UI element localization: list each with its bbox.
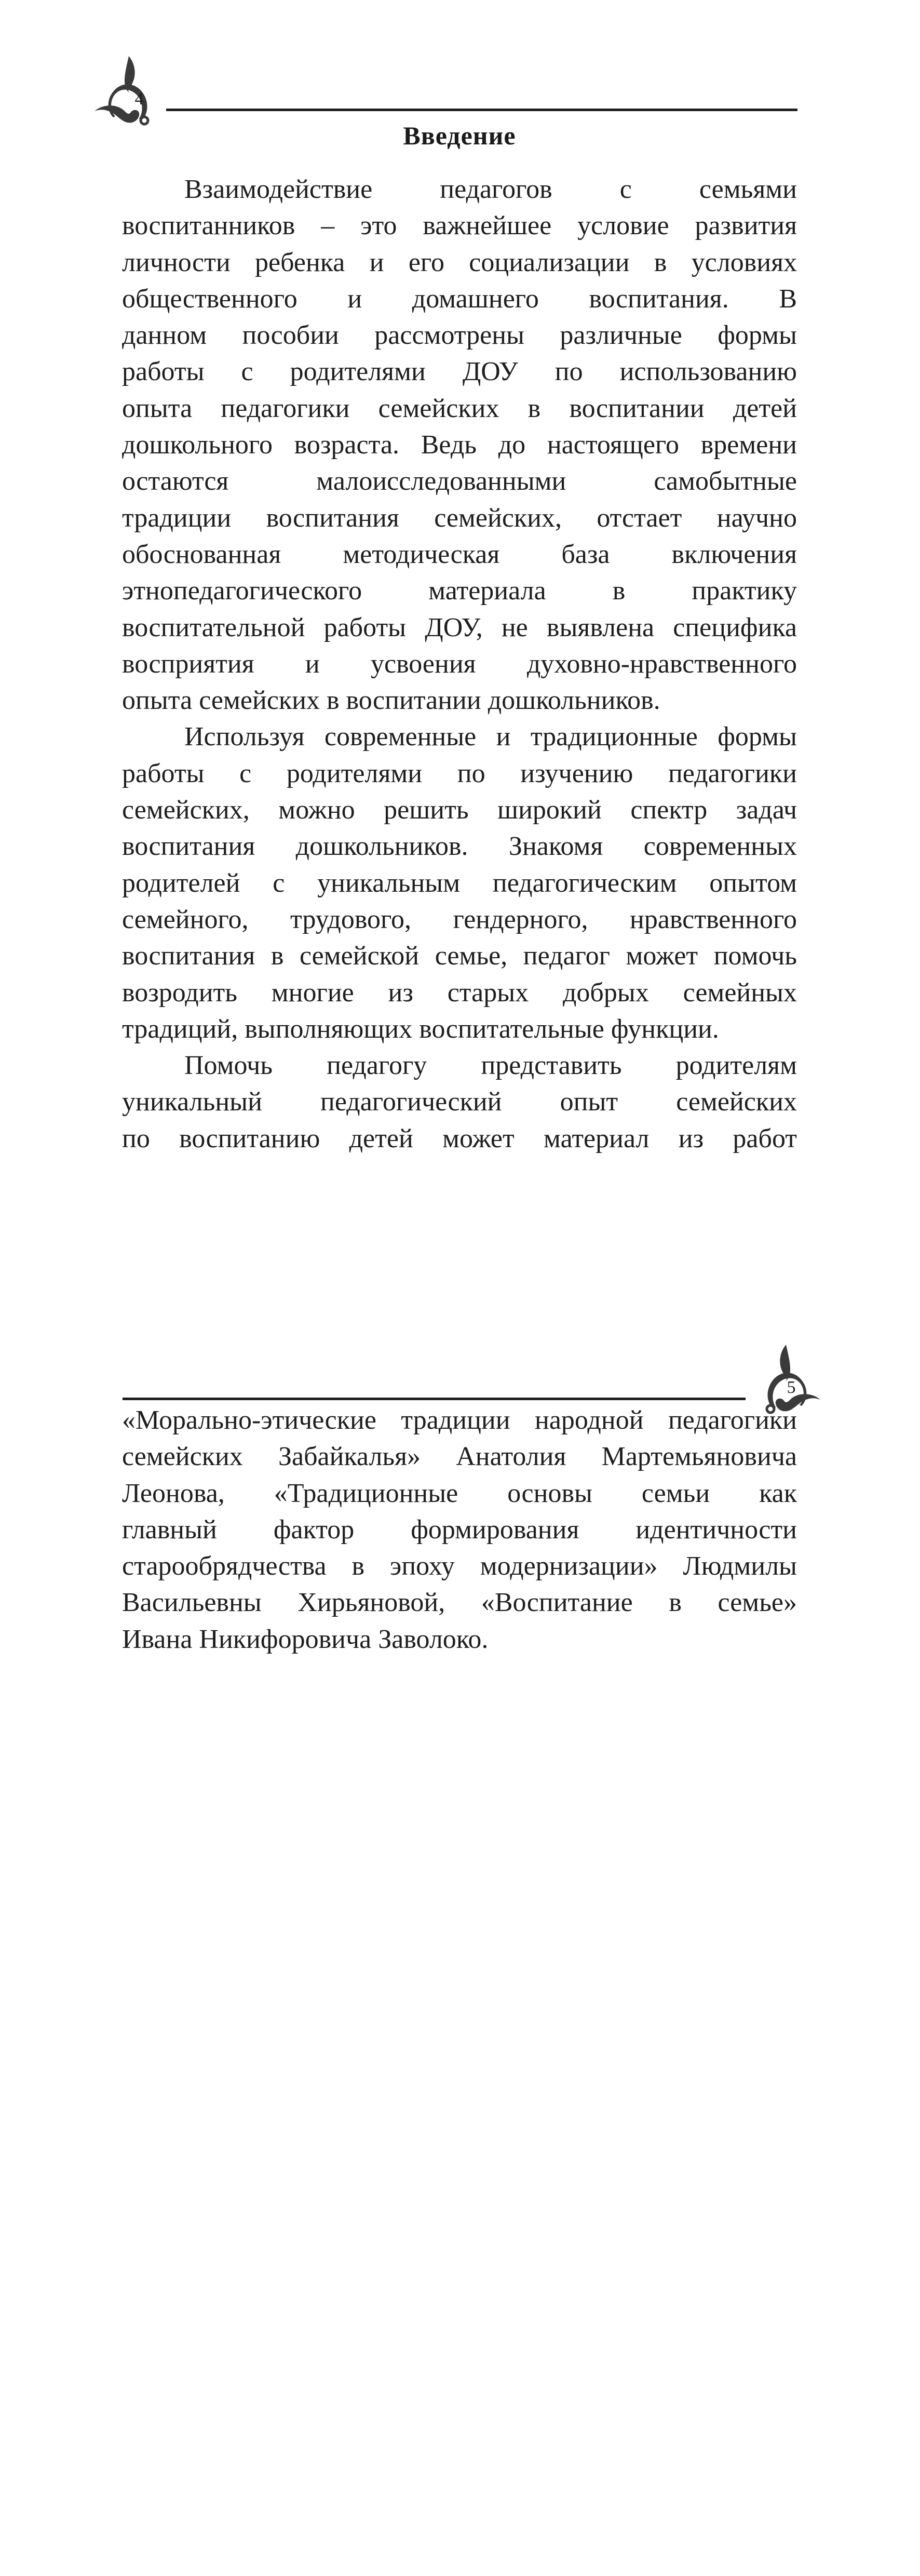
text-line: дошкольного возраста. Ведь до настоящего времени (122, 430, 797, 460)
page-number: 4 (134, 89, 144, 109)
paragraph (122, 1048, 797, 1157)
text-line: личности ребенка и его социализации в условиях (122, 247, 797, 277)
text-line: восприятия и усвоения духовно-нравственного (122, 649, 797, 679)
paragraph (122, 1402, 797, 1658)
body-text (122, 1402, 797, 1658)
text-line: обоснованная методическая база включения (122, 539, 797, 569)
text-line: старообрядчества в эпоху модернизации» Людмилы (122, 1551, 797, 1581)
text-line: традиции воспитания семейских, отстает научно (122, 503, 797, 533)
text-line: Используя современные и традиционные формы (184, 722, 797, 752)
text-line: Ивана Никифоровича Заволоко. (122, 1624, 489, 1654)
text-line: данном пособии рассмотрены различные формы (122, 320, 797, 351)
paragraph (122, 171, 797, 719)
text-line: остаются малоисследованными самобытные (122, 466, 797, 497)
text-line: работы с родителями по изучению педагогики (122, 758, 797, 788)
text-line: общественного и домашнего воспитания. В (122, 284, 797, 314)
text-line: «Морально-этические традиции народной педагогики (122, 1405, 797, 1435)
text-line: Васильевны Хирьяновой, «Воспитание в семье» (122, 1588, 797, 1618)
chapter-heading: Введение (403, 121, 516, 150)
text-line: воспитания дошкольников. Знакомя современных (122, 831, 797, 862)
text-line: семейного, трудового, гендерного, нравственного (122, 904, 797, 934)
text-line: этнопедагогического материала в практику (122, 576, 797, 606)
text-line: воспитанников – это важнейшее условие развития (122, 211, 797, 241)
text-line: главный фактор формирования идентичности (122, 1514, 797, 1545)
text-line: Леонова, «Традиционные основы семьи как (122, 1478, 797, 1508)
text-line: по воспитанию детей может материал из работ (122, 1123, 797, 1153)
text-line: воспитательной работы ДОУ, не выявлена специфика (122, 612, 797, 642)
text-line: Помочь педагогу представить родителям (184, 1051, 797, 1081)
text-line: опыта педагогики семейских в воспитании детей (122, 393, 797, 423)
text-line: Взаимодействие педагогов с семьями (184, 175, 797, 204)
text-line: опыта семейских в воспитании дошкольников. (122, 686, 660, 716)
text-line: работы с родителями ДОУ по использованию (122, 357, 797, 387)
text-line: семейских Забайкалья» Анатолия Мартемьяновича (122, 1442, 797, 1472)
page-5 (0, 1288, 920, 2576)
page-number-ornament-icon (92, 54, 160, 127)
text-line: возродить многие из старых добрых семейных (122, 977, 797, 1008)
text-line: воспитания в семейской семье, педагог может помочь (122, 941, 797, 971)
text-line: родителей с уникальным педагогическим опытом (122, 868, 797, 898)
text-line: традиций, выполняющих воспитательные функции. (122, 1014, 719, 1044)
header-rule (123, 1398, 746, 1400)
paragraph (122, 719, 797, 1048)
text-line: уникальный педагогический опыт семейских (122, 1087, 797, 1117)
body-text (122, 171, 797, 1157)
header-rule (166, 109, 797, 111)
text-line: семейских, можно решить широкий спектр задач (122, 795, 797, 825)
page-number: 5 (787, 1378, 796, 1397)
